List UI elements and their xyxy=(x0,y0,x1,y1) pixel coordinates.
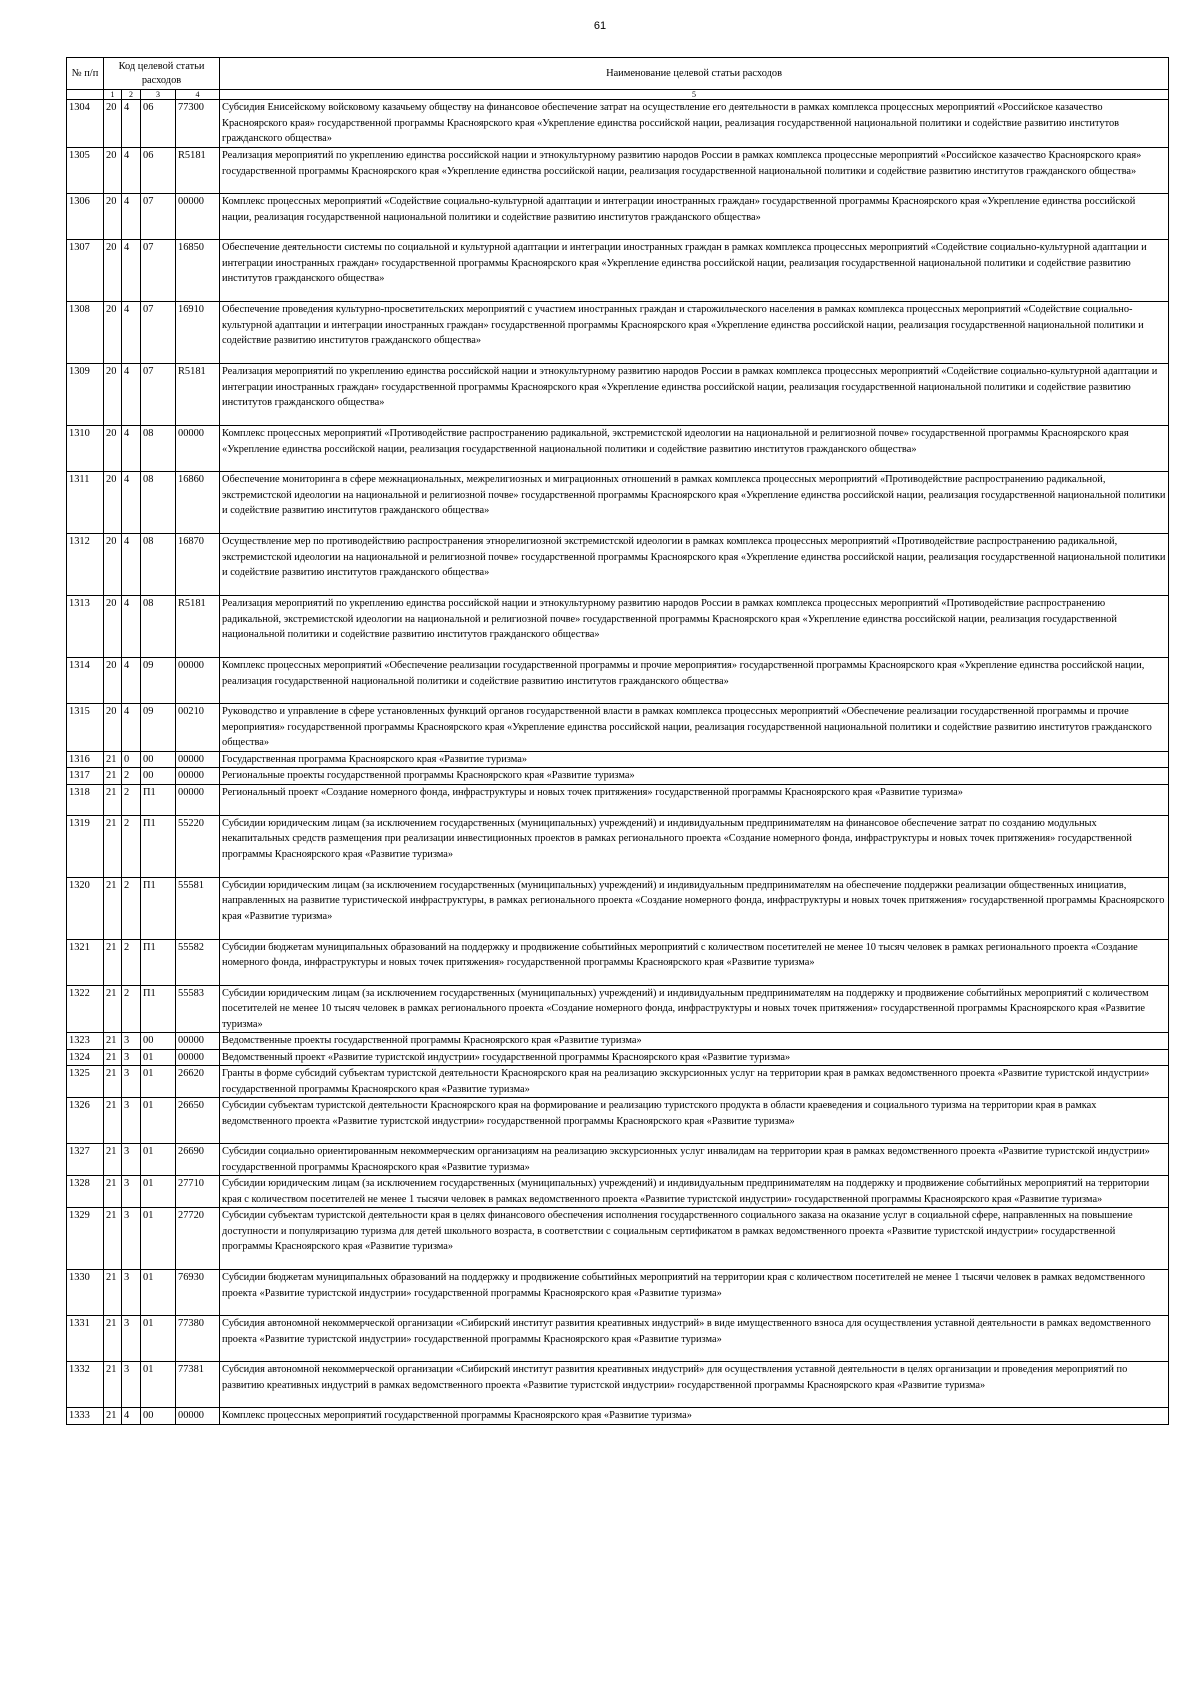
code-part1-cell: 20 xyxy=(104,302,122,364)
code-part4-cell: 16910 xyxy=(176,302,220,364)
article-name-cell: Субсидии субъектам туристской деятельности Красноярского края на формирование и реализацию туристского продукта в области краеведения и социального туризма на территории края в рамках ведомственного проекта «Развитие туристской индустрии» государственной программы Красноярского края «Развитие туризма» xyxy=(220,1098,1169,1144)
code-part2-cell: 4 xyxy=(122,148,141,194)
code-part4-cell: 00000 xyxy=(176,1033,220,1050)
code-part2-cell: 3 xyxy=(122,1033,141,1050)
code-part1-cell: 21 xyxy=(104,1362,122,1408)
code-part1-cell: 21 xyxy=(104,768,122,785)
row-number-cell: 1316 xyxy=(67,751,104,768)
article-name-cell: Субсидии бюджетам муниципальных образований на поддержку и продвижение событийных мероприятий на территории края с количеством посетителей не менее 1 тысячи человек в рамках ведомственного проекта «Развитие туристской индустрии» государственной программы Красноярского края «Развитие туризма» xyxy=(220,1270,1169,1316)
code-part4-cell: 26690 xyxy=(176,1144,220,1176)
code-part3-cell: 08 xyxy=(141,534,176,596)
code-part3-cell: 08 xyxy=(141,596,176,658)
target-articles-table xyxy=(66,57,1169,1425)
code-part3-cell: 06 xyxy=(141,148,176,194)
code-part4-cell: 55220 xyxy=(176,815,220,877)
code-part2-cell: 3 xyxy=(122,1176,141,1208)
code-part3-cell: П1 xyxy=(141,815,176,877)
code-part4-cell: 27720 xyxy=(176,1208,220,1270)
code-part1-cell: 20 xyxy=(104,426,122,472)
row-number-cell: 1314 xyxy=(67,658,104,704)
code-part2-cell: 4 xyxy=(122,240,141,302)
code-part3-cell: 07 xyxy=(141,364,176,426)
row-number-cell: 1326 xyxy=(67,1098,104,1144)
code-part4-cell: 00000 xyxy=(176,751,220,768)
row-number-cell: 1315 xyxy=(67,704,104,752)
code-part2-cell: 4 xyxy=(122,534,141,596)
code-part3-cell: 00 xyxy=(141,768,176,785)
code-part2-cell: 3 xyxy=(122,1362,141,1408)
table-row xyxy=(67,704,1169,752)
article-name-cell: Субсидии юридическим лицам (за исключением государственных (муниципальных) учреждений) и индивидуальным предпринимателям на поддержку и продвижение событийных мероприятий на территории края с количеством посетителей не менее 1 тысячи человек в рамках ведомственного проекта «Развитие туристской индустрии» государственной программы Красноярского края «Развитие туризма» xyxy=(220,1176,1169,1208)
table-row xyxy=(67,1176,1169,1208)
code-part4-cell: 55583 xyxy=(176,985,220,1033)
row-number-cell: 1322 xyxy=(67,985,104,1033)
code-part4-cell: 00000 xyxy=(176,194,220,240)
code-part1-cell: 21 xyxy=(104,1098,122,1144)
code-part4-cell: 00000 xyxy=(176,784,220,815)
code-part3-cell: 01 xyxy=(141,1208,176,1270)
table-body xyxy=(67,100,1169,1425)
code-part1-cell: 20 xyxy=(104,148,122,194)
code-part2-cell: 4 xyxy=(122,1408,141,1425)
code-part4-cell: 26650 xyxy=(176,1098,220,1144)
table-row xyxy=(67,1408,1169,1425)
table-row xyxy=(67,1033,1169,1050)
article-name-cell: Комплекс процессных мероприятий «Содействие социально-культурной адаптации и интеграции иностранных граждан» государственной программы Красноярского края «Укрепление единства российской нации, реализация государственной национальной политики и содействие развитию институтов гражданского общества» xyxy=(220,194,1169,240)
article-name-cell: Субсидии субъектам туристской деятельности края в целях финансового обеспечения исполнения государственного социального заказа на оказание услуг в социальной сфере, направленных на повышение доступности и популяризацию туризма для детей школьного возраста, в соответствии с социальным сертификатом в рамках ведомственного проекта «Развитие туристской индустрии» государственной программы Красноярского края «Развитие туризма» xyxy=(220,1208,1169,1270)
article-name-cell: Ведомственные проекты государственной программы Красноярского края «Развитие туризма» xyxy=(220,1033,1169,1050)
article-name-cell: Субсидии юридическим лицам (за исключением государственных (муниципальных) учреждений) и индивидуальным предпринимателям на обеспечение поддержки реализации общественных инициатив, направленных на развитие туристической инфраструктуры, в рамках регионального проекта «Создание номерного фонда, инфраструктуры и новых точек притяжения» государственной программы Красноярского края «Развитие туризма» xyxy=(220,877,1169,939)
code-part4-cell: R5181 xyxy=(176,148,220,194)
row-number-cell: 1317 xyxy=(67,768,104,785)
code-part2-cell: 4 xyxy=(122,100,141,148)
table-row xyxy=(67,877,1169,939)
code-part2-cell: 4 xyxy=(122,596,141,658)
code-part4-cell: 26620 xyxy=(176,1066,220,1098)
code-part4-cell: 77300 xyxy=(176,100,220,148)
code-part1-cell: 21 xyxy=(104,1066,122,1098)
table-row xyxy=(67,1208,1169,1270)
table-row xyxy=(67,148,1169,194)
article-name-cell: Субсидии бюджетам муниципальных образований на поддержку и продвижение событийных мероприятий с количеством посетителей не менее 10 тысяч человек в рамках регионального проекта «Создание номерного фонда, инфраструктуры и новых точек притяжения» государственной программы Красноярского края «Развитие туризма» xyxy=(220,939,1169,985)
table-row xyxy=(67,426,1169,472)
article-name-cell: Обеспечение деятельности системы по социальной и культурной адаптации и интеграции иностранных граждан в рамках комплекса процессных мероприятий «Содействие социально-культурной адаптации и интеграции иностранных граждан» государственной программы Красноярского края «Укрепление единства российской нации, реализация государственной национальной политики и содействие развитию институтов гражданского общества» xyxy=(220,240,1169,302)
article-name-cell: Реализация мероприятий по укреплению единства российской нации и этнокультурному развитию народов России в рамках комплекса процессных мероприятий «Содействие социально-культурной адаптации и интеграции иностранных граждан» государственной программы Красноярского края «Укрепление единства российской нации, реализация государственной национальной политики и содействие развитию институтов гражданского общества» xyxy=(220,364,1169,426)
article-name-cell: Комплекс процессных мероприятий «Обеспечение реализации государственной программы и прочие мероприятия» государственной программы Красноярского края «Укрепление единства российской нации, реализация государственной национальной политики и содействие развитию институтов гражданского общества» xyxy=(220,658,1169,704)
row-number-cell: 1328 xyxy=(67,1176,104,1208)
row-number-cell: 1313 xyxy=(67,596,104,658)
code-part3-cell: 06 xyxy=(141,100,176,148)
code-part1-cell: 21 xyxy=(104,1049,122,1066)
code-part1-cell: 21 xyxy=(104,751,122,768)
code-part2-cell: 3 xyxy=(122,1316,141,1362)
row-number-cell: 1306 xyxy=(67,194,104,240)
code-part2-cell: 3 xyxy=(122,1144,141,1176)
code-part1-cell: 21 xyxy=(104,1408,122,1425)
code-part1-cell: 20 xyxy=(104,472,122,534)
code-part3-cell: 01 xyxy=(141,1362,176,1408)
code-part3-cell: 01 xyxy=(141,1270,176,1316)
code-part1-cell: 20 xyxy=(104,658,122,704)
article-name-cell: Гранты в форме субсидий субъектам туристской деятельности Красноярского края на реализацию экскурсионных услуг на территории края в рамках ведомственного проекта «Развитие туристской индустрии» государственной программы Красноярского края «Развитие туризма» xyxy=(220,1066,1169,1098)
code-part1-cell: 20 xyxy=(104,596,122,658)
row-number-cell: 1329 xyxy=(67,1208,104,1270)
column-number: 5 xyxy=(220,90,1169,100)
row-number-cell: 1310 xyxy=(67,426,104,472)
code-part4-cell: 00210 xyxy=(176,704,220,752)
code-part1-cell: 20 xyxy=(104,100,122,148)
code-part1-cell: 21 xyxy=(104,1270,122,1316)
code-part1-cell: 21 xyxy=(104,815,122,877)
code-part2-cell: 2 xyxy=(122,815,141,877)
row-number-cell: 1312 xyxy=(67,534,104,596)
article-name-cell: Обеспечение проведения культурно-просветительских мероприятий с участием иностранных граждан и старожильческого населения в рамках комплекса процессных мероприятий «Содействие социально-культурной адаптации и интеграции иностранных граждан» государственной программы Красноярского края «Укрепление единства российской нации, реализация государственной национальной политики и содействие развитию институтов гражданского общества» xyxy=(220,302,1169,364)
page-number: 61 xyxy=(593,20,607,32)
code-part2-cell: 4 xyxy=(122,426,141,472)
row-number-cell: 1332 xyxy=(67,1362,104,1408)
table-row xyxy=(67,240,1169,302)
code-part4-cell: 00000 xyxy=(176,768,220,785)
table-row xyxy=(67,1049,1169,1066)
code-part1-cell: 21 xyxy=(104,1144,122,1176)
row-number-cell: 1333 xyxy=(67,1408,104,1425)
code-part4-cell: 00000 xyxy=(176,1408,220,1425)
row-number-cell: 1330 xyxy=(67,1270,104,1316)
row-number-cell: 1324 xyxy=(67,1049,104,1066)
column-number: 2 xyxy=(122,90,141,100)
code-part3-cell: П1 xyxy=(141,784,176,815)
column-number-blank xyxy=(67,90,104,100)
article-name-cell: Субсидии юридическим лицам (за исключением государственных (муниципальных) учреждений) и индивидуальным предпринимателям на финансовое обеспечение затрат по созданию модульных некапитальных средств размещения при реализации инвестиционных проектов в рамках регионального проекта «Создание номерного фонда, инфраструктуры и новых точек притяжения» государственной программы Красноярского края «Развитие туризма» xyxy=(220,815,1169,877)
table-row xyxy=(67,1270,1169,1316)
code-part4-cell: 76930 xyxy=(176,1270,220,1316)
code-part2-cell: 2 xyxy=(122,985,141,1033)
table-row xyxy=(67,1066,1169,1098)
table-row xyxy=(67,768,1169,785)
table-row xyxy=(67,1144,1169,1176)
row-number-cell: 1304 xyxy=(67,100,104,148)
code-part4-cell: 55581 xyxy=(176,877,220,939)
code-part2-cell: 4 xyxy=(122,658,141,704)
table-header xyxy=(67,58,1169,100)
code-part3-cell: 01 xyxy=(141,1316,176,1362)
code-part2-cell: 4 xyxy=(122,194,141,240)
code-part3-cell: П1 xyxy=(141,877,176,939)
code-part4-cell: 77380 xyxy=(176,1316,220,1362)
code-part3-cell: 01 xyxy=(141,1066,176,1098)
article-name-cell: Обеспечение мониторинга в сфере межнациональных, межрелигиозных и миграционных отношений в рамках комплекса процессных мероприятий «Противодействие распространению радикальной, экстремистской идеологии на национальной и религиозной почве» государственной программы Красноярского края «Укрепление единства российской нации, реализация государственной национальной политики и содействие развитию институтов гражданского общества» xyxy=(220,472,1169,534)
code-part2-cell: 3 xyxy=(122,1208,141,1270)
code-part1-cell: 21 xyxy=(104,877,122,939)
article-name-cell: Комплекс процессных мероприятий «Противодействие распространению радикальной, экстремистской идеологии на национальной и религиозной почве» государственной программы Красноярского края «Укрепление единства российской нации, реализация государственной национальной политики и содействие развитию институтов гражданского общества» xyxy=(220,426,1169,472)
code-part4-cell: 16860 xyxy=(176,472,220,534)
row-number-cell: 1325 xyxy=(67,1066,104,1098)
code-part1-cell: 20 xyxy=(104,364,122,426)
code-part3-cell: 01 xyxy=(141,1144,176,1176)
code-part4-cell: 00000 xyxy=(176,658,220,704)
article-name-cell: Субсидии юридическим лицам (за исключением государственных (муниципальных) учреждений) и индивидуальным предпринимателям на поддержку и продвижение событийных мероприятий с количеством посетителей не менее 10 тысяч человек в рамках регионального проекта «Создание номерного фонда, инфраструктуры и новых точек притяжения» государственной программы Красноярского края «Развитие туризма» xyxy=(220,985,1169,1033)
article-name-cell: Осуществление мер по противодействию распространения этнорелигиозной экстремистской идеологии в рамках комплекса процессных мероприятий «Противодействие распространению радикальной, экстремистской идеологии на национальной и религиозной почве» государственной программы Красноярского края «Укрепление единства российской нации, реализация государственной национальной политики и содействие развитию институтов гражданского общества» xyxy=(220,534,1169,596)
table-row xyxy=(67,100,1169,148)
table-row xyxy=(67,939,1169,985)
code-part2-cell: 4 xyxy=(122,364,141,426)
code-part1-cell: 21 xyxy=(104,1033,122,1050)
column-number: 3 xyxy=(141,90,176,100)
code-part4-cell: 27710 xyxy=(176,1176,220,1208)
row-number-cell: 1323 xyxy=(67,1033,104,1050)
code-part2-cell: 2 xyxy=(122,768,141,785)
header-article-name: Наименование целевой статьи расходов xyxy=(220,58,1169,90)
table-row xyxy=(67,534,1169,596)
article-name-cell: Ведомственный проект «Развитие туристской индустрии» государственной программы Красноярского края «Развитие туризма» xyxy=(220,1049,1169,1066)
code-part4-cell: 16870 xyxy=(176,534,220,596)
code-part3-cell: 07 xyxy=(141,302,176,364)
table-row xyxy=(67,364,1169,426)
table-row xyxy=(67,472,1169,534)
table-row xyxy=(67,194,1169,240)
table-row xyxy=(67,784,1169,815)
table-row xyxy=(67,815,1169,877)
code-part1-cell: 21 xyxy=(104,985,122,1033)
table-row xyxy=(67,1316,1169,1362)
column-number: 4 xyxy=(176,90,220,100)
column-number: 1 xyxy=(104,90,122,100)
code-part3-cell: 07 xyxy=(141,240,176,302)
row-number-cell: 1309 xyxy=(67,364,104,426)
article-name-cell: Государственная программа Красноярского края «Развитие туризма» xyxy=(220,751,1169,768)
code-part3-cell: 08 xyxy=(141,426,176,472)
article-name-cell: Реализация мероприятий по укреплению единства российской нации и этнокультурному развитию народов России в рамках комплекса процессных мероприятий «Противодействие распространению радикальной, экстремистской идеологии на национальной и религиозной почве» государственной программы Красноярского края «Укрепление единства российской нации, реализация государственной национальной политики и содействие развитию институтов гражданского общества» xyxy=(220,596,1169,658)
row-number-cell: 1320 xyxy=(67,877,104,939)
header-code-group: Код целевой статьи расходов xyxy=(104,58,220,90)
article-name-cell: Субсидия Енисейскому войсковому казачьему обществу на финансовое обеспечение затрат на осуществление его деятельности в рамках комплекса процессных мероприятий «Российское казачество Красноярского края» государственной программы Красноярского края «Укрепление единства российской нации, реализация государственной национальной политики и содействие развитию институтов гражданского общества» xyxy=(220,100,1169,148)
table-row xyxy=(67,302,1169,364)
column-number-row xyxy=(67,90,1169,100)
code-part4-cell: 00000 xyxy=(176,1049,220,1066)
header-row-number: № п/п xyxy=(67,58,104,90)
code-part4-cell: 16850 xyxy=(176,240,220,302)
table-row xyxy=(67,1098,1169,1144)
code-part3-cell: 07 xyxy=(141,194,176,240)
table-row xyxy=(67,751,1169,768)
code-part3-cell: 01 xyxy=(141,1049,176,1066)
row-number-cell: 1307 xyxy=(67,240,104,302)
code-part1-cell: 21 xyxy=(104,939,122,985)
code-part1-cell: 21 xyxy=(104,1208,122,1270)
code-part3-cell: 00 xyxy=(141,751,176,768)
article-name-cell: Комплекс процессных мероприятий государственной программы Красноярского края «Развитие туризма» xyxy=(220,1408,1169,1425)
row-number-cell: 1331 xyxy=(67,1316,104,1362)
code-part2-cell: 0 xyxy=(122,751,141,768)
code-part3-cell: П1 xyxy=(141,939,176,985)
code-part4-cell: 55582 xyxy=(176,939,220,985)
row-number-cell: 1305 xyxy=(67,148,104,194)
code-part1-cell: 21 xyxy=(104,1176,122,1208)
code-part4-cell: R5181 xyxy=(176,596,220,658)
code-part3-cell: 08 xyxy=(141,472,176,534)
code-part1-cell: 20 xyxy=(104,704,122,752)
code-part2-cell: 4 xyxy=(122,472,141,534)
code-part3-cell: 00 xyxy=(141,1033,176,1050)
article-name-cell: Субсидия автономной некоммерческой организации «Сибирский институт развития креативных индустрий» для осуществления уставной деятельности в целях организации и проведения мероприятий по развитию креативных индустрий в рамках ведомственного проекта «Развитие туристской индустрии» государственной программы Красноярского края «Развитие туризма» xyxy=(220,1362,1169,1408)
code-part4-cell: 00000 xyxy=(176,426,220,472)
code-part2-cell: 4 xyxy=(122,302,141,364)
code-part2-cell: 4 xyxy=(122,704,141,752)
code-part3-cell: 01 xyxy=(141,1098,176,1144)
row-number-cell: 1318 xyxy=(67,784,104,815)
article-name-cell: Региональный проект «Создание номерного фонда, инфраструктуры и новых точек притяжения» государственной программы Красноярского края «Развитие туризма» xyxy=(220,784,1169,815)
code-part3-cell: 09 xyxy=(141,704,176,752)
row-number-cell: 1308 xyxy=(67,302,104,364)
article-name-cell: Региональные проекты государственной программы Красноярского края «Развитие туризма» xyxy=(220,768,1169,785)
code-part2-cell: 3 xyxy=(122,1066,141,1098)
code-part2-cell: 2 xyxy=(122,939,141,985)
table-row xyxy=(67,658,1169,704)
code-part4-cell: R5181 xyxy=(176,364,220,426)
code-part3-cell: 00 xyxy=(141,1408,176,1425)
code-part1-cell: 20 xyxy=(104,194,122,240)
code-part1-cell: 21 xyxy=(104,1316,122,1362)
code-part2-cell: 3 xyxy=(122,1270,141,1316)
article-name-cell: Реализация мероприятий по укреплению единства российской нации и этнокультурному развитию народов России в рамках комплекса процессные мероприятий «Российское казачество Красноярского края» государственной программы Красноярского края «Укрепление единства российской нации, реализация государственной национальной политики и содействие развитию институтов гражданского общества» xyxy=(220,148,1169,194)
article-name-cell: Руководство и управление в сфере установленных функций органов государственной власти в рамках комплекса процессных мероприятий «Обеспечение реализации государственной программы и прочие мероприятия» государственной программы Красноярского края «Укрепление единства российской нации, реализация государственной национальной политики и содействие развитию институтов гражданского общества» xyxy=(220,704,1169,752)
code-part1-cell: 20 xyxy=(104,240,122,302)
row-number-cell: 1321 xyxy=(67,939,104,985)
code-part2-cell: 3 xyxy=(122,1049,141,1066)
code-part3-cell: П1 xyxy=(141,985,176,1033)
row-number-cell: 1319 xyxy=(67,815,104,877)
code-part1-cell: 21 xyxy=(104,784,122,815)
table-row xyxy=(67,985,1169,1033)
code-part1-cell: 20 xyxy=(104,534,122,596)
code-part3-cell: 01 xyxy=(141,1176,176,1208)
article-name-cell: Субсидии социально ориентированным некоммерческим организациям на реализацию экскурсионных услуг инвалидам на территории края в рамках ведомственного проекта «Развитие туристской индустрии» государственной программы Красноярского края «Развитие туризма» xyxy=(220,1144,1169,1176)
code-part3-cell: 09 xyxy=(141,658,176,704)
table-row xyxy=(67,1362,1169,1408)
article-name-cell: Субсидия автономной некоммерческой организации «Сибирский институт развития креативных индустрий» в виде имущественного взноса для осуществления уставной деятельности в рамках ведомственного проекта «Развитие туристской индустрии» государственной программы Красноярского края «Развитие туризма» xyxy=(220,1316,1169,1362)
table-row xyxy=(67,596,1169,658)
code-part2-cell: 2 xyxy=(122,784,141,815)
code-part4-cell: 77381 xyxy=(176,1362,220,1408)
code-part2-cell: 3 xyxy=(122,1098,141,1144)
row-number-cell: 1327 xyxy=(67,1144,104,1176)
row-number-cell: 1311 xyxy=(67,472,104,534)
code-part2-cell: 2 xyxy=(122,877,141,939)
